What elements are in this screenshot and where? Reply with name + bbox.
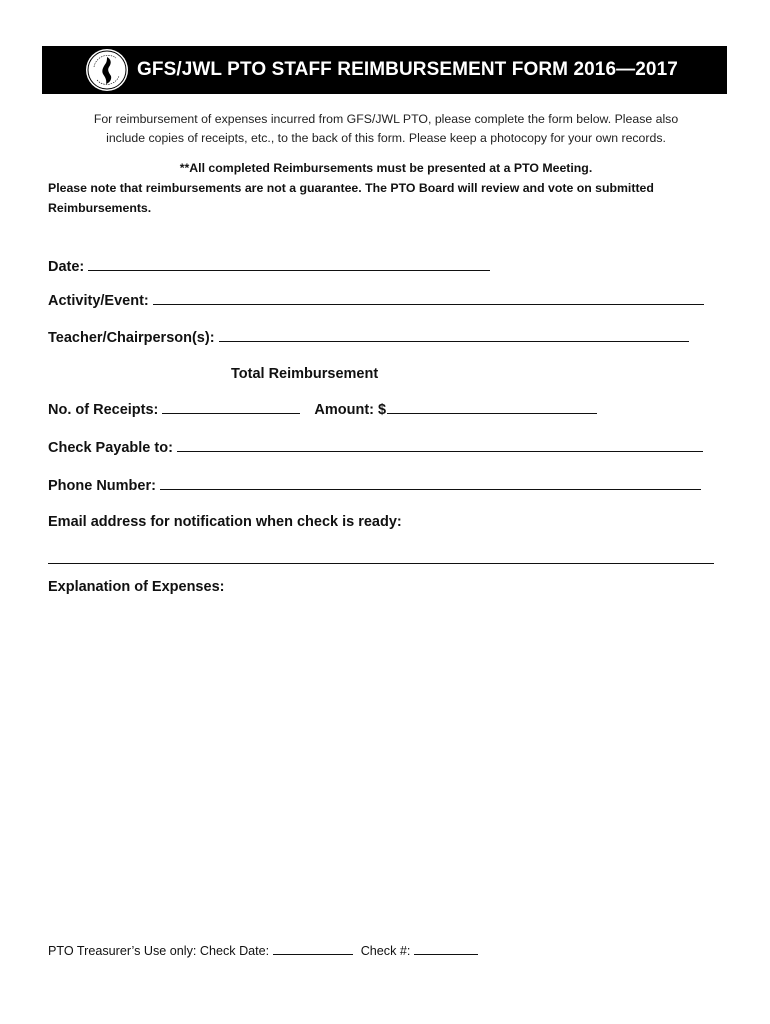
form-title: GFS/JWL PTO STAFF REIMBURSEMENT FORM 2016—2017 bbox=[137, 59, 678, 80]
intro-text bbox=[48, 110, 724, 148]
intro-line-2: include copies of receipts, etc., to the back of this form. Please keep a photocopy for your own records. bbox=[106, 131, 666, 145]
check-number-label: Check #: bbox=[360, 944, 411, 958]
activity-field[interactable] bbox=[153, 290, 704, 305]
form-header bbox=[42, 46, 727, 94]
activity-row bbox=[48, 290, 704, 309]
treasurer-footer bbox=[48, 942, 478, 958]
email-row bbox=[48, 549, 714, 568]
phone-label: Phone Number: bbox=[48, 478, 156, 494]
payable-row bbox=[48, 437, 703, 456]
date-field[interactable] bbox=[88, 256, 490, 271]
total-reimbursement-heading: Total Reimbursement bbox=[231, 366, 379, 382]
notice-line-1: **All completed Reimbursements must be presented at a PTO Meeting. bbox=[179, 161, 593, 175]
receipts-label: No. of Receipts: bbox=[48, 402, 159, 418]
payable-field[interactable] bbox=[177, 437, 703, 452]
phone-row bbox=[48, 475, 701, 494]
teacher-label: Teacher/Chairperson(s): bbox=[48, 330, 215, 346]
activity-label: Activity/Event: bbox=[48, 293, 149, 309]
check-number-field[interactable] bbox=[414, 942, 478, 955]
notice-line-2: Please note that reimbursements are not a guarantee. The PTO Board will review and vote on submitted bbox=[48, 181, 654, 195]
amount-field[interactable] bbox=[387, 399, 597, 414]
receipts-field[interactable] bbox=[162, 399, 300, 414]
date-row bbox=[48, 256, 490, 275]
email-label: Email address for notification when check is ready: bbox=[48, 514, 402, 530]
notice-text bbox=[48, 158, 724, 218]
amount-label: Amount: $ bbox=[314, 402, 387, 418]
explanation-area[interactable] bbox=[48, 604, 718, 924]
payable-label: Check Payable to: bbox=[48, 440, 173, 456]
intro-line-1: For reimbursement of expenses incurred from GFS/JWL PTO, please complete the form below. Please also bbox=[93, 112, 679, 126]
check-date-field[interactable] bbox=[273, 942, 353, 955]
explanation-label: Explanation of Expenses: bbox=[48, 579, 225, 595]
pto-logo bbox=[86, 49, 128, 91]
phone-field[interactable] bbox=[160, 475, 701, 490]
date-label: Date: bbox=[48, 259, 85, 275]
notice-line-3: Reimbursements. bbox=[48, 201, 152, 215]
teacher-field[interactable] bbox=[219, 327, 689, 342]
treasurer-check-date-label: PTO Treasurer’s Use only: Check Date: bbox=[48, 944, 270, 958]
pto-logo-icon bbox=[86, 49, 128, 91]
email-field[interactable] bbox=[48, 549, 714, 564]
receipts-row bbox=[48, 399, 597, 418]
teacher-row bbox=[48, 327, 689, 346]
